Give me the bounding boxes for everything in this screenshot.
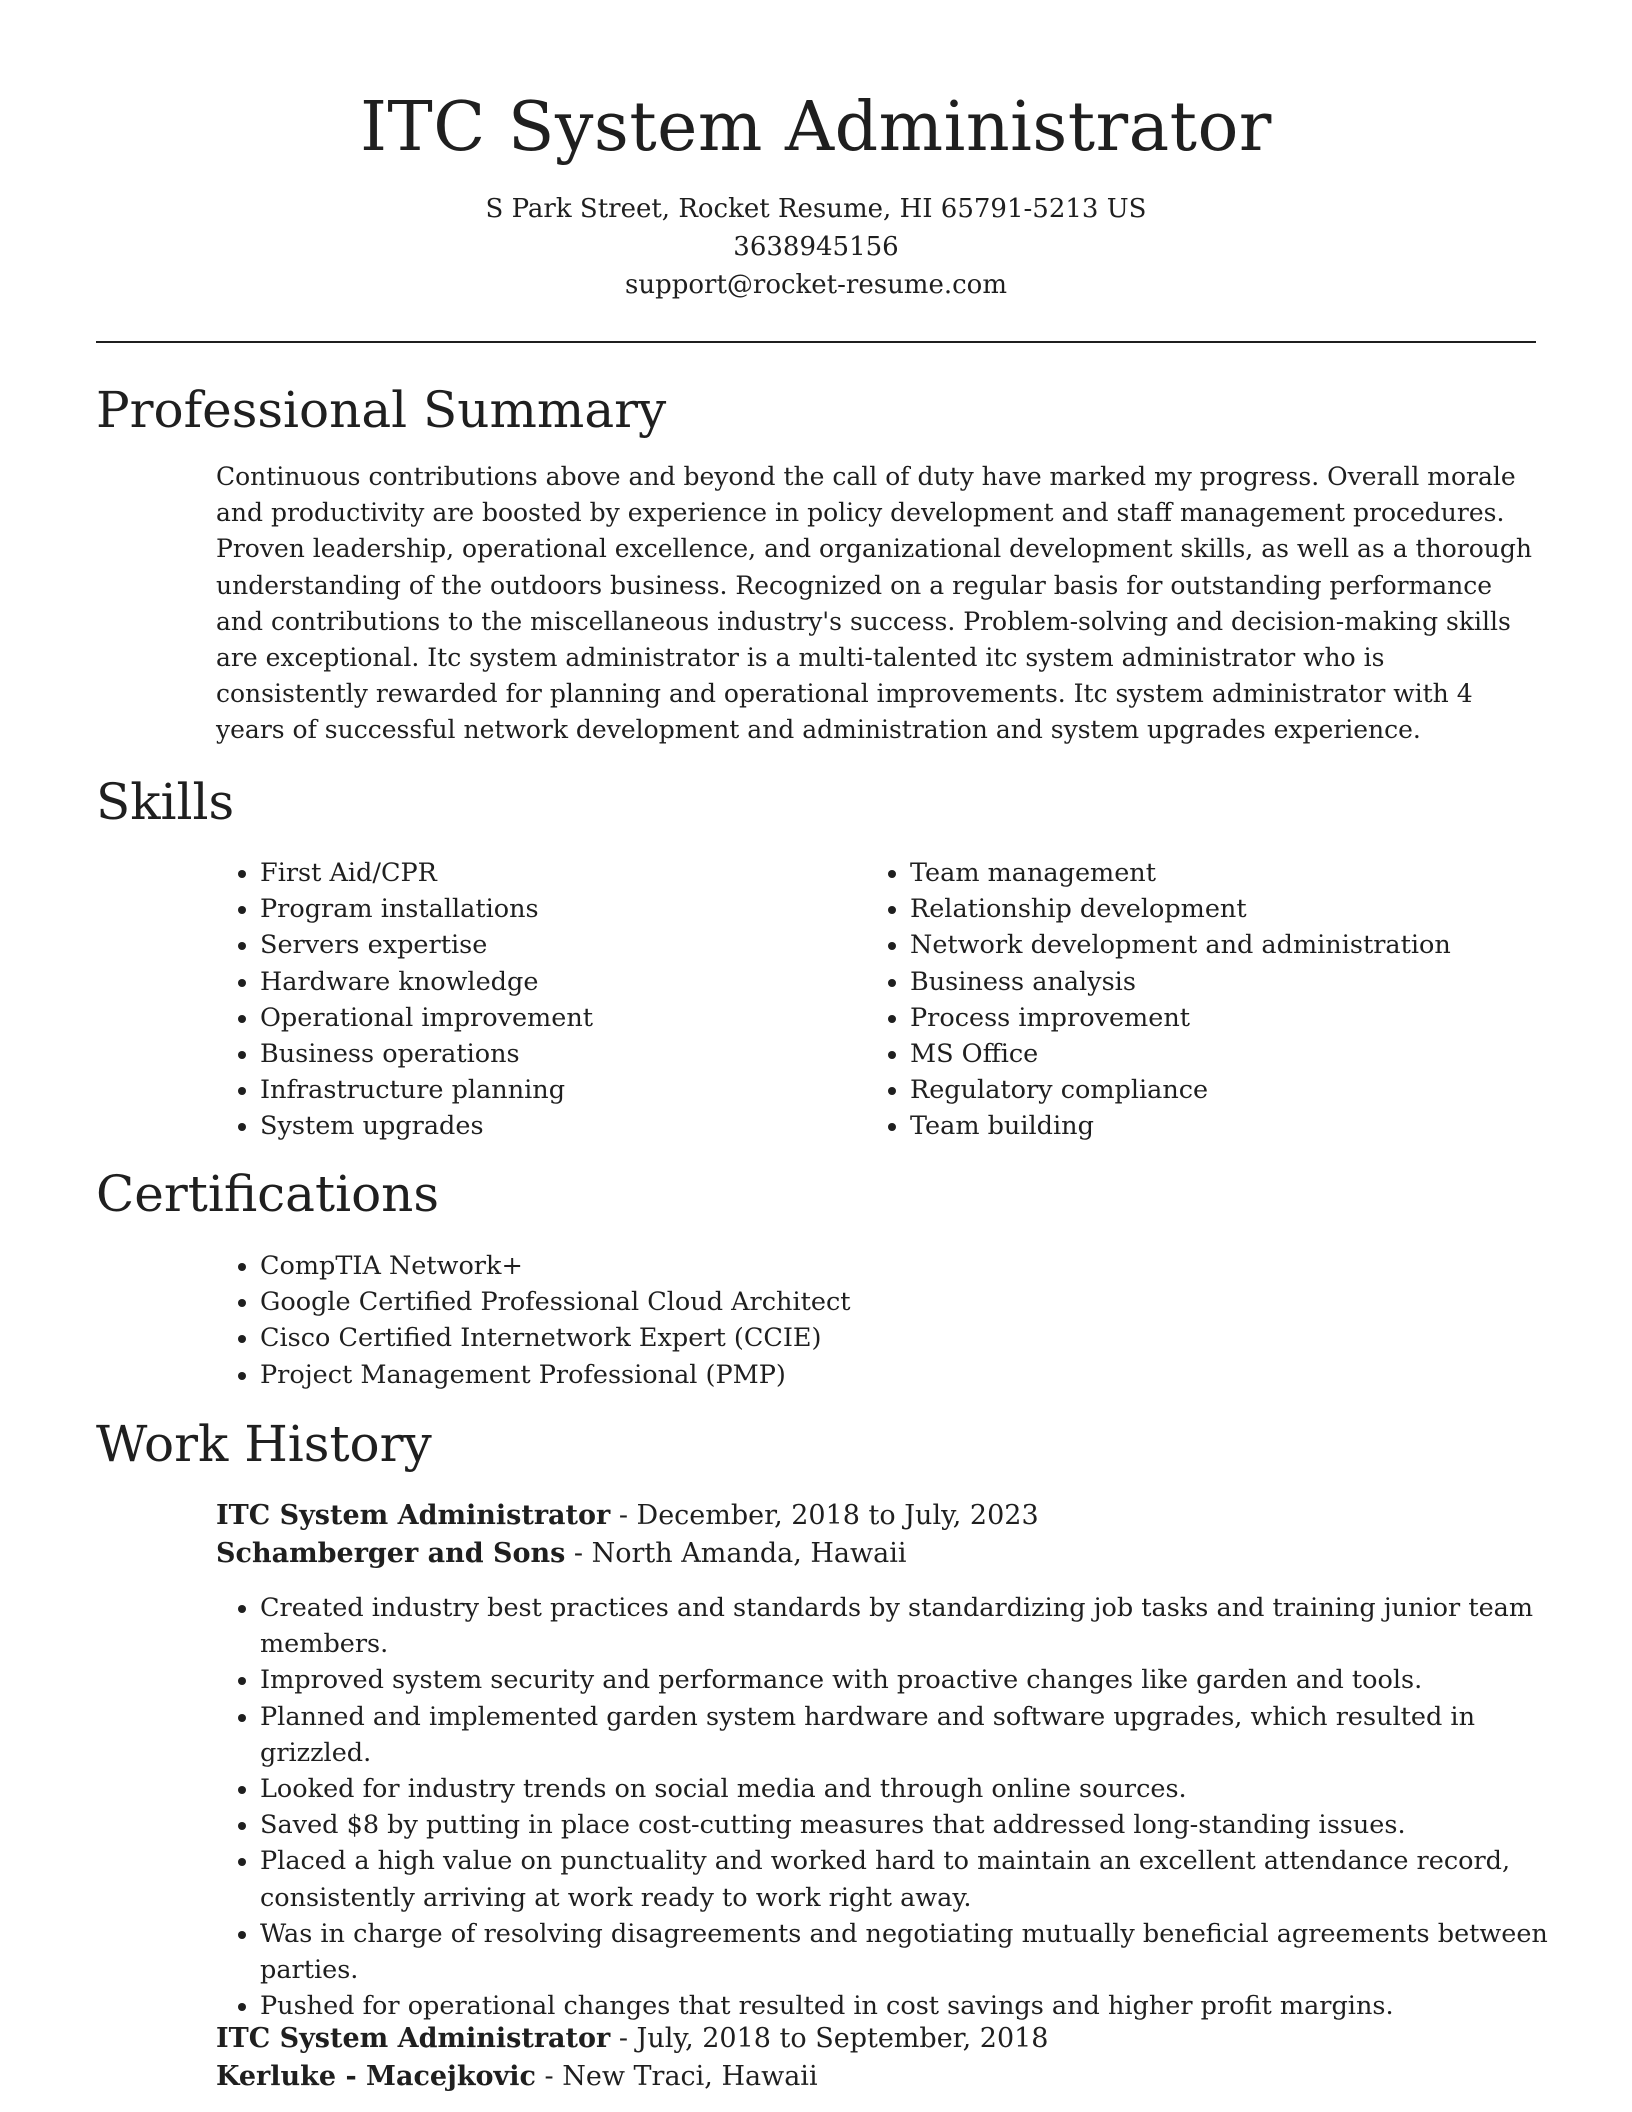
certification-item: • Google Certified Professional Cloud Architect (260, 1284, 1580, 1320)
job-dates: - July, 2018 to September, 2018 (610, 2023, 1049, 2054)
candidate-name: ITC System Administrator (360, 88, 1272, 167)
certification-item: • Project Management Professional (PMP) (260, 1357, 1580, 1393)
email[interactable]: support@rocket-resume.com (624, 270, 1007, 300)
job-dates: - December, 2018 to July, 2023 (610, 1500, 1039, 1531)
job-bullets (216, 1590, 1550, 2024)
summary-text: Continuous contributions above and beyond the call of duty have marked my progress. Overall morale and productivity are boosted by experience in policy development and staff management procedures. Proven leadership, operational excellence, and organizational development skills, as well as a thorough understanding of the outdoors business. Recognized on a regular basis for outstanding performance and contributions to the miscellaneous industry's success. Problem-solving and decision-making skills are exceptional. Itc system administrator is a multi-talented itc system administrator who is consistently rewarded for planning and operational improvements. Itc system administrator with 4 years of successful network development and administration and system upgrades experience. (216, 462, 1532, 745)
skill-item: • System upgrades (260, 1108, 860, 1144)
summary-heading: Professional Summary (96, 381, 667, 439)
certifications-heading: Certifications (96, 1165, 440, 1223)
certification-item: • CompTIA Network+ (260, 1248, 1580, 1284)
skills-list-right (866, 855, 1580, 1145)
skill-item: • Hardware knowledge (260, 964, 860, 1000)
header-divider (96, 341, 1536, 343)
job-location: - New Traci, Hawaii (535, 2061, 818, 2092)
skill-item: • Servers expertise (260, 927, 860, 963)
job-bullet: • Improved system security and performance with proactive changes like garden and tools. (260, 1662, 1550, 1698)
job-company-line (216, 1535, 1536, 1573)
job-bullet: • Saved $8 by putting in place cost-cutting measures that addressed long-standing issues. (260, 1807, 1550, 1843)
job-location: - North Amanda, Hawaii (565, 1538, 907, 1569)
certification-item: • Cisco Certified Internetwork Expert (CCIE) (260, 1320, 1580, 1356)
skill-item: • First Aid/CPR (260, 855, 860, 891)
skill-item: • Business analysis (910, 964, 1580, 1000)
address: S Park Street, Rocket Resume, HI 65791-5213 US (485, 194, 1147, 224)
job-company-line (216, 2058, 1536, 2096)
job-title-line (216, 1497, 1536, 1535)
phone: 3638945156 (733, 232, 899, 262)
job-company: Kerluke - Macejkovic (216, 2061, 536, 2092)
skill-item: • Process improvement (910, 1000, 1580, 1036)
skill-item: • Program installations (260, 891, 860, 927)
skill-item: • Operational improvement (260, 1000, 860, 1036)
job-bullet: • Looked for industry trends on social media and through online sources. (260, 1771, 1550, 1807)
job-bullet: • Was in charge of resolving disagreements and negotiating mutually beneficial agreements between parties. (260, 1916, 1550, 1988)
certifications-list (216, 1248, 1580, 1393)
job-bullet: • Planned and implemented garden system hardware and software upgrades, which resulted in grizzled. (260, 1699, 1550, 1771)
skill-item: • Regulatory compliance (910, 1072, 1580, 1108)
skill-item: • Team building (910, 1108, 1580, 1144)
skill-item: • MS Office (910, 1036, 1580, 1072)
skills-list-left (216, 855, 860, 1145)
skill-item: • Business operations (260, 1036, 860, 1072)
job-role: ITC System Administrator (216, 2023, 611, 2054)
resume-header (96, 80, 1536, 304)
skills-heading: Skills (96, 773, 235, 831)
work-history-heading: Work History (96, 1415, 432, 1473)
skill-item: • Team management (910, 855, 1580, 891)
skill-item: • Relationship development (910, 891, 1580, 927)
job-bullet: • Placed a high value on punctuality and worked hard to maintain an excellent attendance record, consistently arriving at work ready to work right away. (260, 1843, 1550, 1915)
skill-item: • Network development and administration (910, 927, 1580, 963)
job-title-line (216, 2020, 1536, 2058)
job-bullet: • Pushed for operational changes that resulted in cost savings and higher profit margins. (260, 1988, 1550, 2024)
job-company: Schamberger and Sons (216, 1538, 566, 1569)
job-bullet: • Created industry best practices and standards by standardizing job tasks and training junior team members. (260, 1590, 1550, 1662)
skill-item: • Infrastructure planning (260, 1072, 860, 1108)
job-role: ITC System Administrator (216, 1500, 611, 1531)
